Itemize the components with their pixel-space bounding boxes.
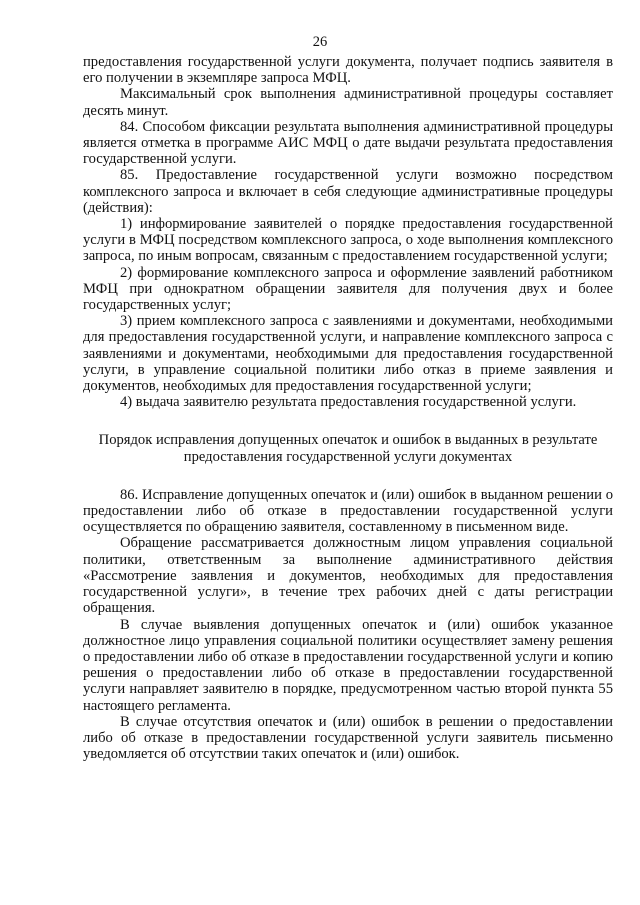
page-number: 26 xyxy=(312,34,328,50)
paragraph-appeal-review: Обращение рассматривается должностным лицом управления социальной политики, ответственным за выполнение административного действия «Рассмотрение заявления и документов, необходимых для предоставления государственной услуги», в течение трех рабочих дней с даты регистрации обращения. xyxy=(83,535,613,617)
document-body xyxy=(83,54,613,762)
paragraph-85: 85. Предоставление государственной услуги возможно посредством комплексного запроса и включает в себя следующие административные процедуры (действия): xyxy=(83,167,613,216)
paragraph-no-errors: В случае отсутствия опечаток и (или) ошибок в решении о предоставлении либо об отказе в предоставлении государственной услуги заявитель письменно уведомляется об отсутствии таких опечаток и (или) ошибок. xyxy=(83,713,613,763)
list-item-3: 3) прием комплексного запроса с заявлениями и документами, необходимыми для предоставления государственной услуги, и направление комплексного запроса с заявлениями и документами, необходимыми для предоставления государственной услуги, в управление социальной политики либо отказ в приеме заявления и документов, необходимых для предоставления государственной услуги; xyxy=(83,313,613,395)
paragraph-86: 86. Исправление допущенных опечаток и (или) ошибок в выданном решении о предоставлении либо об отказе в предоставлении государственной услуги осуществляется по обращению заявителя, составленному в письменном виде. xyxy=(83,486,613,536)
paragraph-84: 84. Способом фиксации результата выполнения административной процедуры является отметка в программе АИС МФЦ о дате выдачи результата предоставления государственной услуги. xyxy=(83,118,613,168)
list-item-1: 1) информирование заявителей о порядке предоставления государственной услуги в МФЦ посредством комплексного запроса, о ходе выполнения комплексного запроса, по иным вопросам, связанным с предоставлением государственной услуги; xyxy=(83,216,613,265)
section-heading: Порядок исправления допущенных опечаток и ошибок в выданных в результате предоставления государственной услуги документах xyxy=(98,432,598,465)
paragraph-continuation: предоставления государственной услуги документа, получает подпись заявителя в его получении в экземпляре запроса МФЦ. xyxy=(83,54,613,87)
list-item-4: 4) выдача заявителю результата предоставления государственной услуги. xyxy=(120,394,577,411)
paragraph-max-time: Максимальный срок выполнения административной процедуры составляет десять минут. xyxy=(83,86,613,119)
paragraph-errors-found: В случае выявления допущенных опечаток и (или) ошибок указанное должностное лицо управления социальной политики осуществляет замену решения о предоставлении либо об отказе в предоставлении государственной услуги и копию решения о предоставлении либо об отказе в предоставлении государственной услуги направляет заявителю в порядке, предусмотренном частью второй пункта 55 настоящего регламента. xyxy=(83,616,613,714)
list-item-2: 2) формирование комплексного запроса и оформление заявлений работником МФЦ при однократном обращении заявителя для получения двух и более государственных услуг; xyxy=(83,264,613,314)
